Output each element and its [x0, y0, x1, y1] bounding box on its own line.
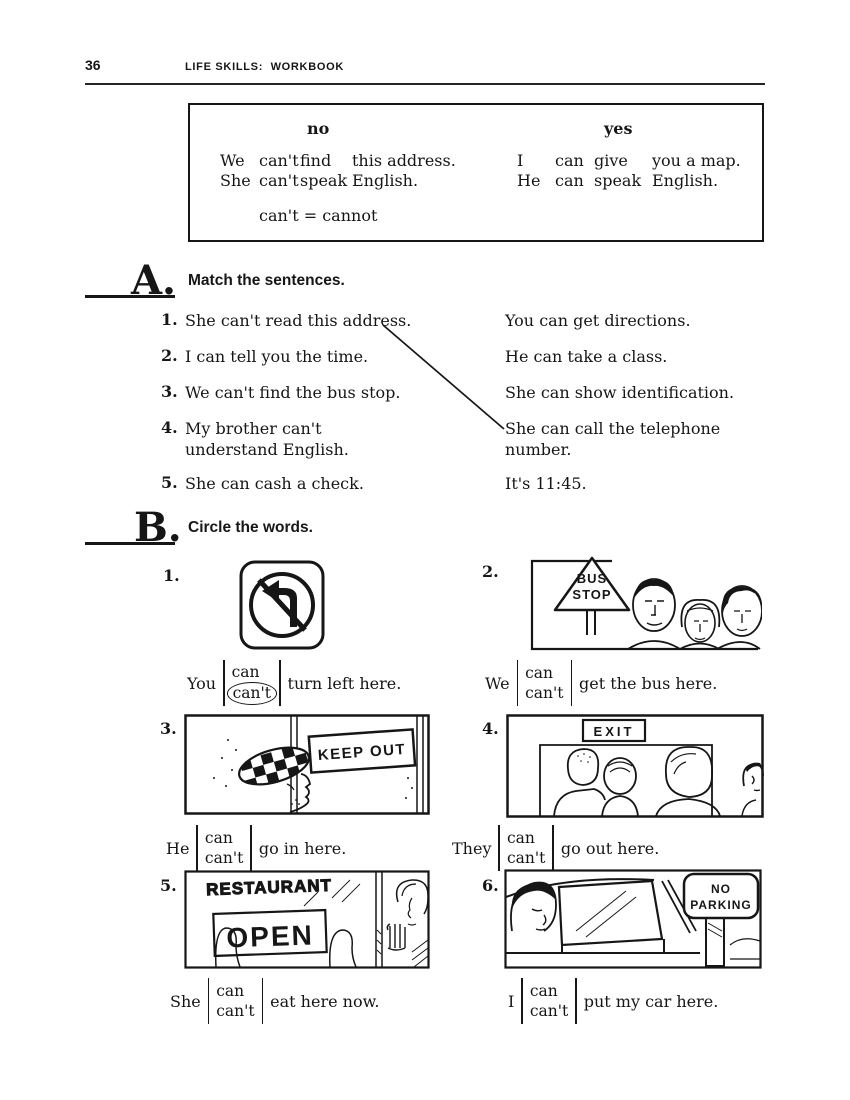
bus-stop-sign-line1: BUS: [576, 571, 608, 586]
word: speak: [594, 170, 642, 190]
option-cant: can't: [216, 1002, 255, 1020]
subject-word: I: [508, 991, 515, 1011]
item-number: 1.: [163, 566, 180, 585]
subject-word: She: [170, 991, 201, 1011]
grammar-yes-examples: [517, 151, 741, 190]
match-left-item: She can cash a check.: [185, 474, 364, 493]
circle-choice-sentence: [508, 978, 718, 1024]
item-number: 3.: [160, 719, 177, 738]
subject-word: They: [452, 838, 492, 858]
grammar-note: can't = cannot: [259, 206, 378, 225]
no-parking-sign-line1: NO: [711, 882, 731, 896]
restaurant-illustration: [184, 870, 430, 969]
match-left-item: She can't read this address.: [185, 311, 412, 330]
word: can't: [259, 170, 299, 190]
match-right-item: It's 11:45.: [505, 474, 587, 493]
divider: [498, 825, 500, 871]
section-a-letter: A.: [131, 257, 176, 304]
rest-of-sentence: turn left here.: [287, 673, 402, 693]
item-number: 4.: [482, 719, 499, 738]
header-rule: [85, 83, 765, 85]
word: She: [220, 170, 251, 190]
rest-of-sentence: eat here now.: [270, 991, 380, 1011]
no-parking-sign-line2: PARKING: [690, 898, 752, 912]
divider: [250, 825, 252, 871]
word: can: [555, 170, 584, 190]
option-can: can: [204, 829, 233, 847]
word: can't: [259, 151, 299, 170]
divider: [223, 660, 225, 706]
restaurant-sign-text: RESTAURANT: [205, 875, 333, 900]
match-right-item: She can show identification.: [505, 383, 735, 402]
no-parking-illustration: [504, 869, 762, 969]
divider: [517, 660, 519, 706]
circle-choice-sentence: [166, 825, 346, 871]
item-number: 5.: [160, 876, 177, 895]
keep-out-sign-text: KEEP OUT: [317, 740, 407, 765]
no-left-turn-sign-illustration: [238, 559, 326, 651]
keep-out-illustration: [184, 714, 430, 815]
section-b-letter: B.: [134, 504, 182, 551]
item-number: 2.: [161, 346, 178, 365]
grammar-yes-label: yes: [604, 119, 633, 138]
word: He: [517, 170, 541, 190]
option-can: can: [529, 982, 558, 1000]
item-number: 2.: [482, 562, 499, 581]
item-number: 4.: [161, 418, 178, 437]
match-answer-line: [378, 318, 510, 434]
word: English.: [352, 170, 419, 190]
option-can: can: [231, 662, 260, 681]
word: this address.: [352, 151, 456, 170]
grammar-no-examples: [220, 151, 456, 190]
word: I: [517, 151, 524, 170]
grammar-no-label: no: [307, 119, 330, 138]
circle-choice-sentence: [452, 825, 659, 871]
page-number: 36: [85, 57, 101, 73]
option-cant: can't: [204, 849, 244, 867]
match-left-item: I can tell you the time.: [185, 347, 369, 366]
divider: [571, 660, 573, 706]
rest-of-sentence: put my car here.: [583, 991, 719, 1011]
option-cant: can't: [529, 1002, 569, 1020]
divider: [521, 978, 523, 1024]
divider: [262, 978, 264, 1024]
item-number: 6.: [482, 876, 499, 895]
divider: [279, 660, 281, 706]
circle-choice-sentence: [170, 978, 379, 1024]
option-cant: can't: [525, 684, 564, 702]
checkered-cap: [235, 741, 313, 792]
grammar-row: [220, 171, 456, 191]
item-number: 1.: [161, 310, 178, 329]
word: English.: [652, 170, 719, 190]
divider: [552, 825, 554, 871]
circle-choice-sentence: [485, 660, 717, 706]
option-can: can: [506, 829, 535, 847]
grammar-row: [220, 151, 456, 171]
subject-word: You: [187, 673, 217, 693]
man-profile: [290, 774, 310, 812]
page-header-title: LIFE SKILLS: WORKBOOK: [185, 61, 345, 73]
exit-sign-text: EXIT: [593, 724, 635, 739]
option-cant-circled: can't: [227, 682, 277, 705]
grammar-box: [188, 103, 764, 242]
option-can: can: [216, 982, 245, 1000]
grammar-row: [517, 171, 741, 191]
word: We: [220, 151, 245, 170]
circle-choice-sentence: [187, 660, 401, 706]
prohibition-slash-icon: [259, 580, 305, 630]
option-cant: can't: [506, 849, 546, 867]
section-a-title: Match the sentences.: [188, 272, 345, 289]
item-number: 5.: [161, 473, 178, 492]
item-number: 3.: [161, 382, 178, 401]
bus-stop-sign-line2: STOP: [572, 587, 612, 602]
word: you a map.: [652, 151, 741, 170]
exit-illustration: [506, 714, 764, 818]
option-can: can: [525, 664, 554, 682]
rest-of-sentence: go out here.: [560, 838, 660, 858]
grammar-row: [517, 151, 741, 171]
match-right-item: She can call the telephone number.: [505, 419, 721, 459]
open-sign-text: OPEN: [225, 919, 315, 954]
divider: [575, 978, 577, 1024]
word: can: [555, 151, 584, 170]
word: speak: [300, 170, 348, 190]
word: find: [300, 151, 332, 170]
match-left-item: My brother can't understand English.: [185, 419, 349, 459]
section-b-title: Circle the words.: [188, 519, 313, 536]
rest-of-sentence: go in here.: [258, 838, 347, 858]
subject-word: He: [166, 838, 190, 858]
bus-stop-illustration: [504, 553, 762, 653]
match-right-item: You can get directions.: [505, 311, 691, 330]
divider: [196, 825, 198, 871]
divider: [208, 978, 210, 1024]
match-left-item: We can't find the bus stop.: [185, 383, 401, 402]
word: give: [594, 151, 628, 170]
rest-of-sentence: get the bus here.: [579, 673, 718, 693]
match-right-item: He can take a class.: [505, 347, 668, 366]
subject-word: We: [485, 673, 510, 693]
